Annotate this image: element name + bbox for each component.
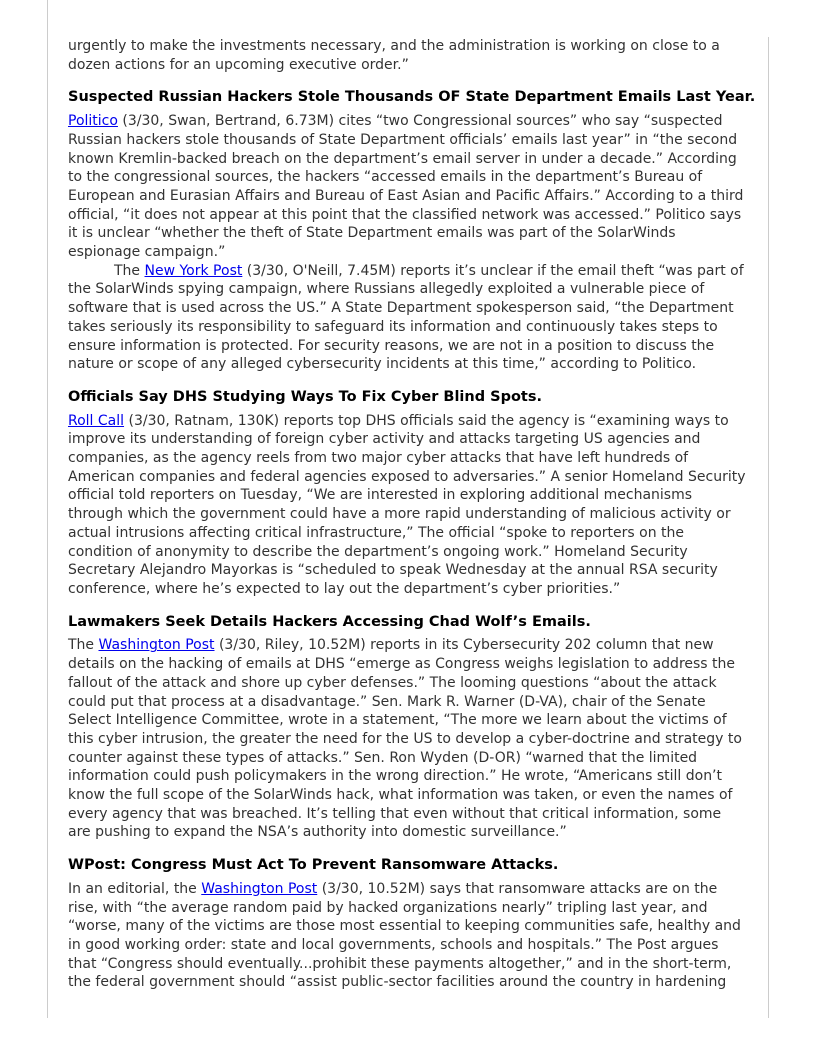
source-link[interactable]: Roll Call — [68, 412, 125, 429]
text-line: takes seriously its responsibility to safeguard its information and continuously takes steps to — [68, 318, 718, 335]
text-line: Select Intelligence Committee, wrote in a statement, “The more we learn about the victims of — [68, 712, 727, 729]
article-headline: Suspected Russian Hackers Stole Thousands OF State Department Emails Last Year. — [68, 89, 756, 106]
text-line: Secretary Alejandro Mayorkas is “scheduled to speak Wednesday at the annual RSA security — [68, 562, 718, 579]
source-link[interactable]: Politico — [68, 113, 118, 130]
text-line: “worse, many of the victims are those most essential to keeping communities safe, healthy and — [68, 918, 741, 935]
text-line: information could push policymakers in the wrong direction.” He wrote, “Americans still don’t — [68, 768, 723, 785]
text-line: ensure information is protected. For security reasons, we are not in a position to discuss the — [68, 337, 715, 354]
text-line: Russian hackers stole thousands of State Department officials’ emails last year” in “the second — [68, 131, 738, 148]
text-line: to the congressional sources, the hackers “accessed emails in the department’s Bureau of — [68, 169, 703, 186]
text-line: know the full scope of the SolarWinds hack, what information was taken, or even the names of — [68, 787, 733, 804]
article-list — [68, 88, 768, 992]
intro-paragraph — [68, 37, 768, 74]
line-text: (3/30, Riley, 10.52M) reports in its Cybersecurity 202 column that new — [214, 637, 714, 654]
paragraph-prefix: The — [114, 262, 145, 279]
text-line: software that is used across the US.” A State Department spokesperson said, “the Department — [68, 300, 734, 317]
text-line: espionage campaign.” — [68, 244, 226, 261]
article-paragraph — [68, 412, 768, 599]
text-line — [68, 412, 768, 431]
text-line: urgently to make the investments necessary, and the administration is working on close to a — [68, 38, 720, 54]
line-text: (3/30, Ratnam, 130K) reports top DHS officials said the agency is “examining ways to — [124, 412, 729, 429]
text-line: condition of anonymity to describe the department’s ongoing work.” Homeland Security — [68, 543, 688, 560]
text-line: actual intrusions affecting critical infrastructure,” The official “spoke to reporters on the — [68, 524, 684, 541]
text-line: companies, as the agency reels from two major cyber attacks that have left hundreds of — [68, 450, 689, 467]
article-paragraph — [68, 262, 768, 374]
text-line: known Kremlin-backed breach on the department’s email server in under a decade.” According — [68, 150, 737, 167]
page-border-right — [768, 37, 769, 1018]
article-paragraph — [68, 636, 768, 842]
text-line: the SolarWinds spying campaign, where Russians allegedly exploited a vulnerable piece of — [68, 281, 705, 298]
article — [68, 613, 768, 842]
source-link[interactable]: Washington Post — [98, 637, 215, 654]
article-paragraph — [68, 112, 768, 262]
article — [68, 856, 768, 992]
text-line — [68, 262, 768, 281]
text-line: official told reporters on Tuesday, “We are interested in exploring additional mechanisms — [68, 487, 693, 504]
text-line: it is unclear “whether the theft of State Department emails was part of the SolarWinds — [68, 225, 676, 242]
text-line: fallout of the attack and shore up cyber defenses.” The looming questions “about the attack — [68, 674, 717, 691]
paragraph-prefix: The — [68, 637, 99, 654]
article-headline: Lawmakers Seek Details Hackers Accessing Chad Wolf’s Emails. — [68, 613, 591, 630]
text-line: through which the government could have a more rapid understanding of malicious activity or — [68, 506, 731, 523]
text-line: details on the hacking of emails at DHS “emerge as Congress weighs legislation to address the — [68, 656, 736, 673]
text-line: American companies and federal agencies exposed to adversaries.” A senior Homeland Security — [68, 468, 746, 485]
text-line: improve its understanding of foreign cyber activity and attacks targeting US agencies and — [68, 431, 701, 448]
article-paragraph — [68, 880, 768, 992]
text-line — [68, 880, 768, 899]
article — [68, 88, 768, 374]
text-line: nature or scope of any alleged cybersecurity incidents at this time,” according to Politico. — [68, 356, 697, 373]
source-link[interactable]: Washington Post — [201, 880, 318, 897]
article-headline: WPost: Congress Must Act To Prevent Ransomware Attacks. — [68, 857, 559, 874]
page-border-left — [47, 0, 48, 1018]
line-text: (3/30, Swan, Bertrand, 6.73M) cites “two Congressional sources” who say “suspected — [117, 113, 723, 130]
source-link[interactable]: New York Post — [144, 262, 243, 279]
text-line: that “Congress should eventually...prohibit these payments altogether,” and in the short-term, — [68, 955, 732, 972]
text-line — [68, 112, 768, 131]
text-line: dozen actions for an upcoming executive order.” — [68, 56, 409, 73]
document-body — [68, 37, 768, 992]
text-line: this cyber intrusion, the greater the need for the US to develop a cyber-doctrine and strategy to — [68, 730, 742, 747]
text-line: in good working order: state and local governments, schools and hospitals.” The Post argues — [68, 936, 719, 953]
line-text: (3/30, O'Neill, 7.45M) reports it’s unclear if the email theft “was part of — [242, 262, 744, 279]
text-line: conference, where he’s expected to lay out the department’s cyber priorities.” — [68, 580, 621, 597]
article-headline: Officials Say DHS Studying Ways To Fix Cyber Blind Spots. — [68, 388, 542, 405]
line-text: (3/30, 10.52M) says that ransomware attacks are on the — [317, 880, 718, 897]
text-line: official, “it does not appear at this point that the classified network was accessed.” Politico says — [68, 206, 742, 223]
text-line — [68, 636, 768, 655]
text-line: rise, with “the average random paid by hacked organizations nearly” tripling last year, and — [68, 899, 708, 916]
text-line: European and Eurasian Affairs and Bureau of East Asian and Pacific Affairs.” According to a third — [68, 187, 744, 204]
paragraph-prefix: In an editorial, the — [68, 880, 202, 897]
text-line: are pushing to expand the NSA’s authority into domestic surveillance.” — [68, 824, 567, 841]
text-line: counter against these types of attacks.” Sen. Ron Wyden (D-OR) “warned that the limited — [68, 749, 698, 766]
text-line: could put that process at a disadvantage.” Sen. Mark R. Warner (D-VA), chair of the Senate — [68, 693, 706, 710]
article — [68, 388, 768, 599]
text-line: every agency that was breached. It’s telling that even without that critical information, some — [68, 805, 722, 822]
text-line: the federal government should “assist public-sector facilities around the country in hardening — [68, 974, 727, 991]
